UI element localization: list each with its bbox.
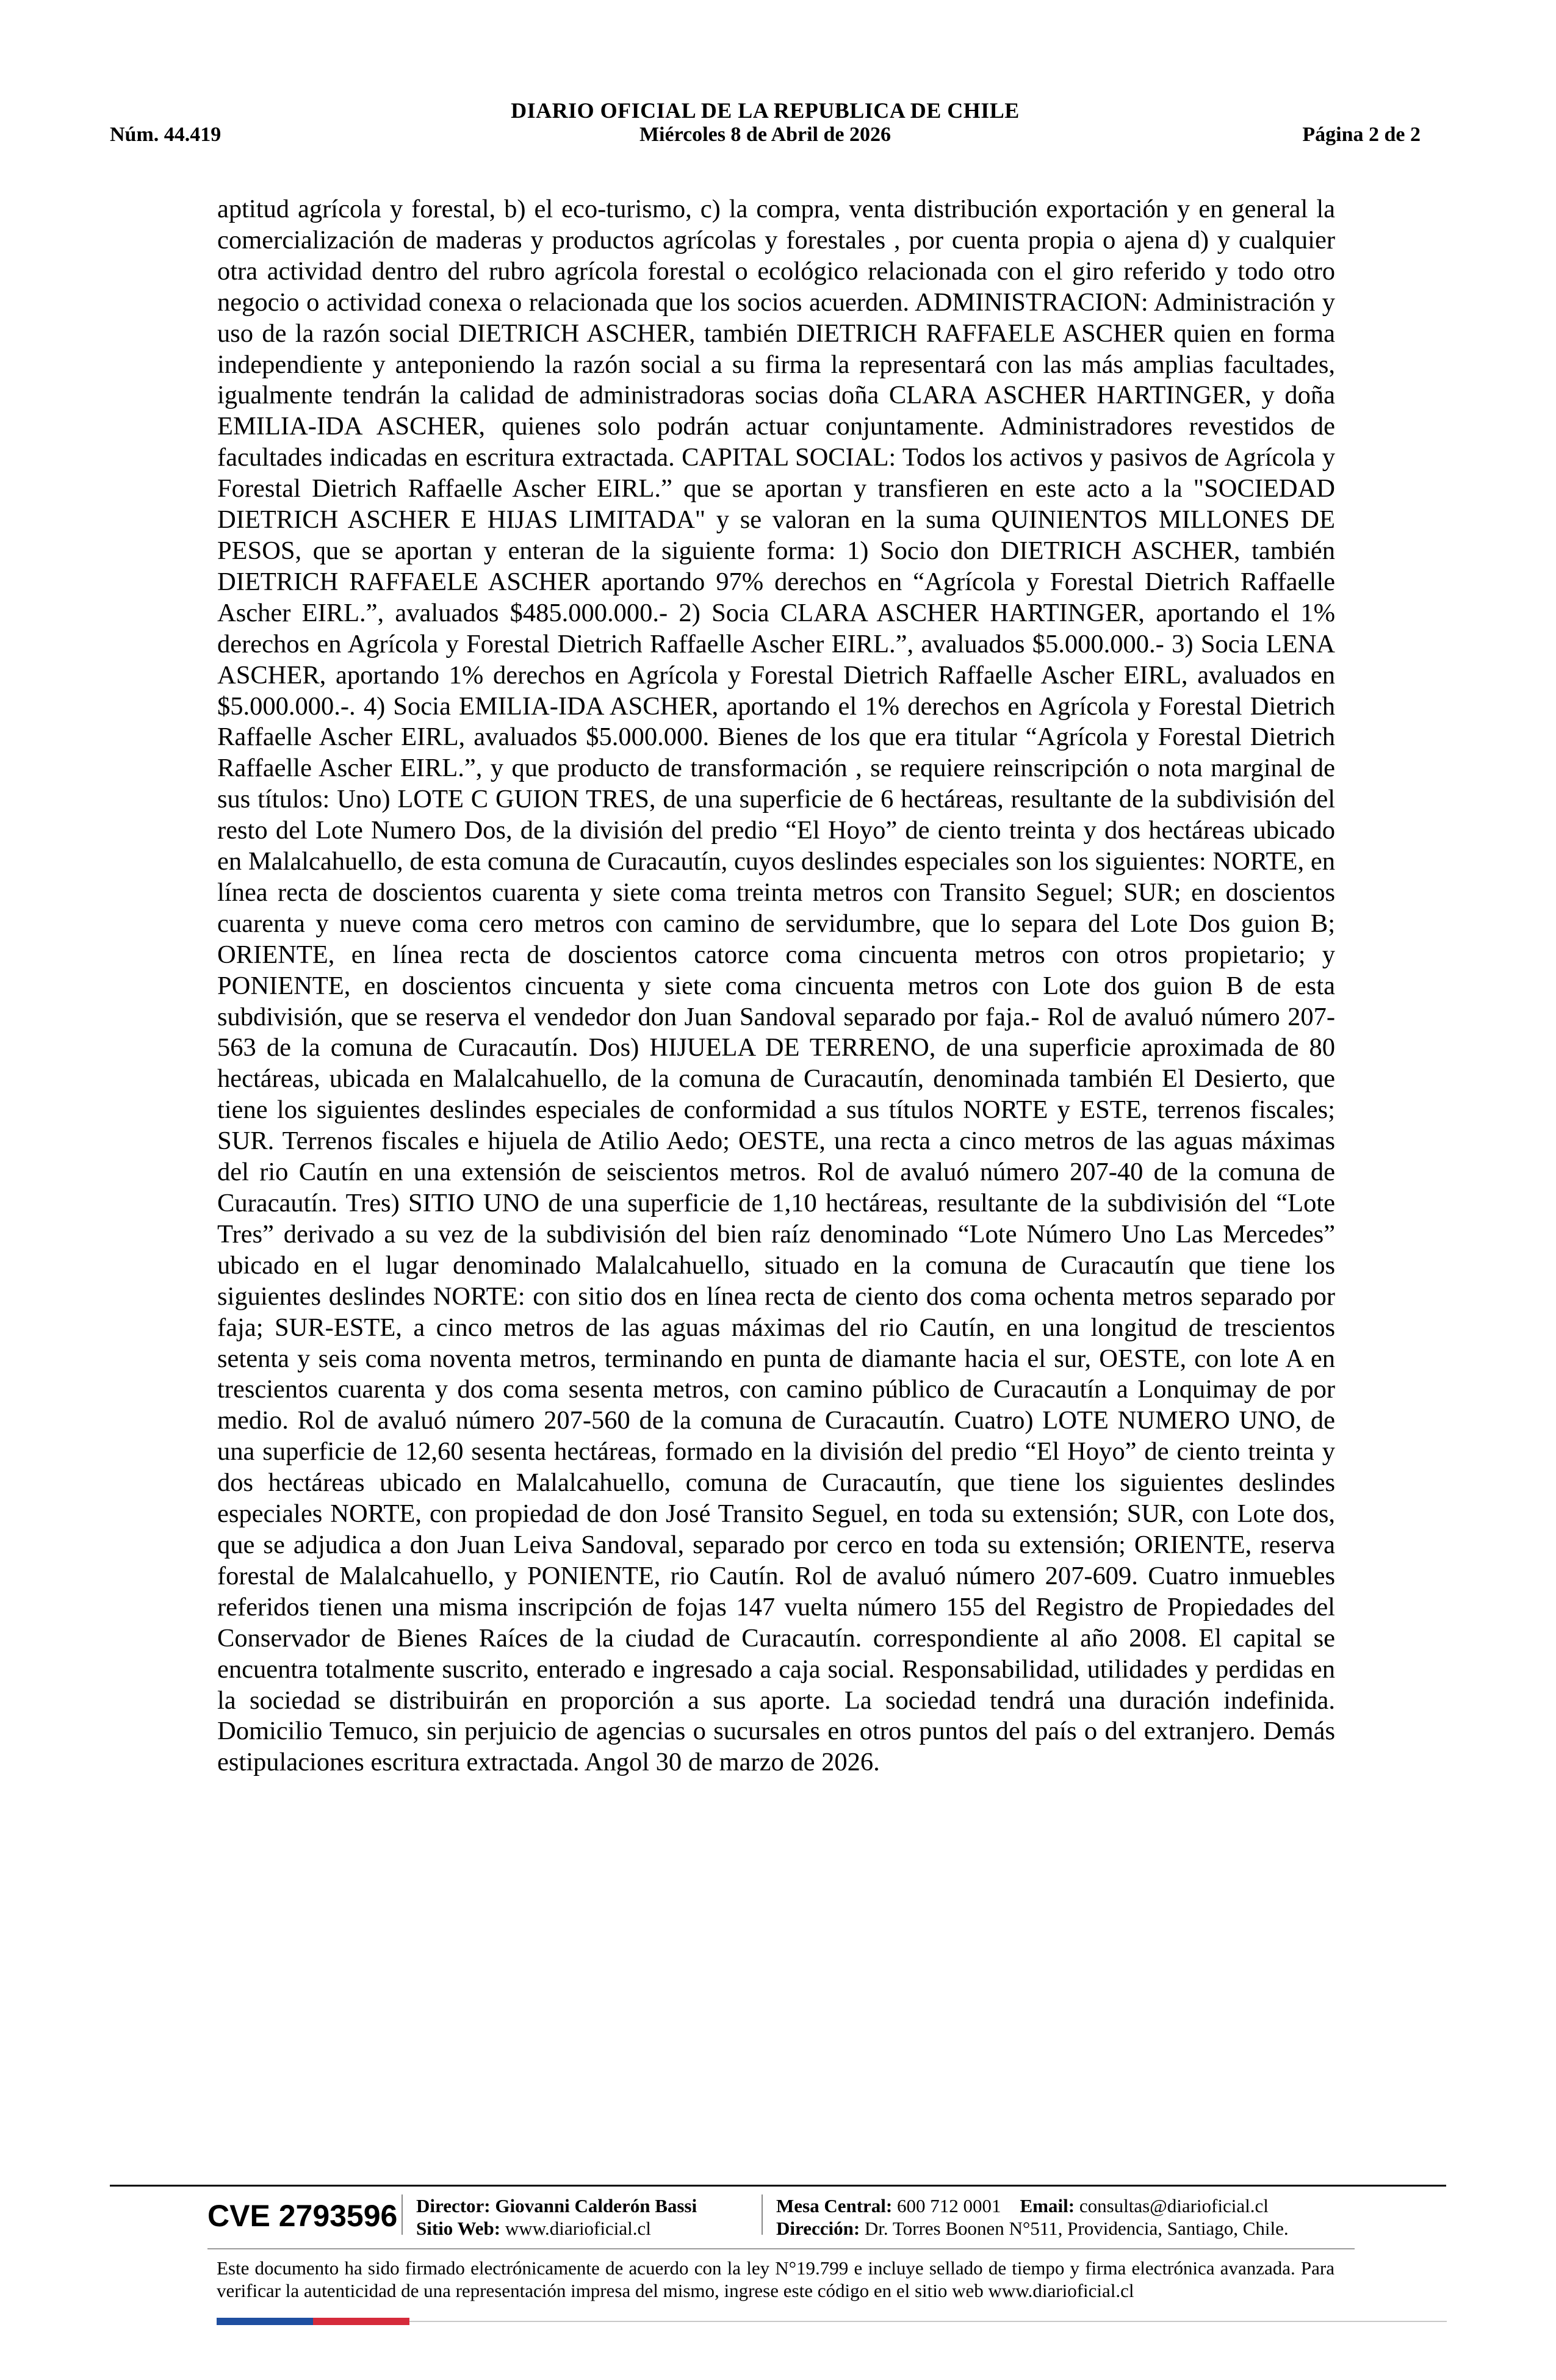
footer-director-block	[416, 2194, 697, 2240]
document-body: aptitud agrícola y forestal, b) el eco-turismo, c) la compra, venta distribución exportación y en general la comercialización de maderas y productos agrícolas y forestales , por cuenta propia o ajena d) y cualquier otra actividad dentro del rubro agrícola forestal o ecológico relacionada con el giro referido y todo otro negocio o actividad conexa o relacionada que los socios acuerden. ADMINISTRACION: Administración y uso de la razón social DIETRICH ASCHER, también DIETRICH RAFFAELE ASCHER quien en forma independiente y anteponiendo la razón social a su firma la representará con las más amplias facultades, igualmente tendrán la calidad de administradoras socias doña CLARA ASCHER HARTINGER, y doña EMILIA-IDA ASCHER, quienes solo podrán actuar conjuntamente. Administradores revestidos de facultades indicadas en escritura extractada. CAPITAL SOCIAL: Todos los activos y pasivos de Agrícola y Forestal Dietrich Raffaelle Ascher EIRL.” que se aportan y transfieren en este acto a la "SOCIEDAD DIETRICH ASCHER E HIJAS LIMITADA" y se valoran en la suma QUINIENTOS MILLONES DE PESOS, que se aportan y enteran de la siguiente forma: 1) Socio don DIETRICH ASCHER, también DIETRICH RAFFAELE ASCHER aportando 97% derechos en “Agrícola y Forestal Dietrich Raffaelle Ascher EIRL.”, avaluados $485.000.000.- 2) Socia CLARA ASCHER HARTINGER, aportando el 1% derechos en Agrícola y Forestal Dietrich Raffaelle Ascher EIRL.”, avaluados $5.000.000.- 3) Socia LENA ASCHER, aportando 1% derechos en Agrícola y Forestal Dietrich Raffaelle Ascher EIRL, avaluados en $5.000.000.-. 4) Socia EMILIA-IDA ASCHER, aportando el 1% derechos en Agrícola y Forestal Dietrich Raffaelle Ascher EIRL, avaluados $5.000.000. Bienes de los que era titular “Agrícola y Forestal Dietrich Raffaelle Ascher EIRL.”, y que producto de transformación , se requiere reinscripción o nota marginal de sus títulos: Uno) LOTE C GUION TRES, de una superficie de 6 hectáreas, resultante de la subdivisión del resto del Lote Numero Dos, de la división del predio “El Hoyo” de ciento treinta y dos hectáreas ubicado en Malalcahuello, de esta comuna de Curacautín, cuyos deslindes especiales son los siguientes: NORTE, en línea recta de doscientos cuarenta y siete coma treinta metros con Transito Seguel; SUR; en doscientos cuarenta y nueve coma cero metros con camino de servidumbre, que lo separa del Lote Dos guion B; ORIENTE, en línea recta de doscientos catorce coma cincuenta metros con otros propietario; y PONIENTE, en doscientos cincuenta y siete coma cincuenta metros con Lote dos guion B de esta subdivisión, que se reserva el vendedor don Juan Sandoval separado por faja.- Rol de avaluó número 207-563 de la comuna de Curacautín. Dos) HIJUELA DE TERRENO, de una superficie aproximada de 80 hectáreas, ubicada en Malalcahuello, de la comuna de Curacautín, denominada también El Desierto, que tiene los siguientes deslindes especiales de conformidad a sus títulos NORTE y ESTE, terrenos fiscales; SUR. Terrenos fiscales e hijuela de Atilio Aedo; OESTE, una recta a cinco metros de las aguas máximas del rio Cautín en una extensión de seiscientos metros. Rol de avaluó número 207-40 de la comuna de Curacautín. Tres) SITIO UNO de una superficie de 1,10 hectáreas, resultante de la subdivisión del “Lote Tres” derivado a su vez de la subdivisión del bien raíz denominado “Lote Número Uno Las Mercedes” ubicado en el lugar denominado Malalcahuello, situado en la comuna de Curacautín que tiene los siguientes deslindes NORTE: con sitio dos en línea recta de ciento dos coma ochenta metros separado por faja; SUR-ESTE, a cinco metros de las aguas máximas del rio Cautín, en una longitud de trescientos setenta y seis coma noventa metros, terminando en punta de diamante hacia el sur, OESTE, con lote A en trescientos cuarenta y dos coma sesenta metros, con camino público de Curacautín a Lonquimay de por medio. Rol de avaluó número 207-560 de la comuna de Curacautín. Cuatro) LOTE NUMERO UNO, de una superficie de 12,60 sesenta hectáreas, formado en la división del predio “El Hoyo” de ciento treinta y dos hectáreas ubicado en Malalcahuello, comuna de Curacautín, que tiene los siguientes deslindes especiales NORTE, con propiedad de don José Transito Seguel, en toda su extensión; SUR, con Lote dos, que se adjudica a don Juan Leiva Sandoval, separado por cerco en toda su extensión; ORIENTE, reserva forestal de Malalcahuello, y PONIENTE, rio Cautín. Rol de avaluó número 207-609. Cuatro inmuebles referidos tienen una misma inscripción de fojas 147 vuelta número 155 del Registro de Propiedades del Conservador de Bienes Raíces de la ciudad de Curacautín. correspondiente al año 2008. El capital se encuentra totalmente suscrito, enterado e ingresado a caja social. Responsabilidad, utilidades y perdidas en la sociedad se distribuirán en proporción a sus aporte. La sociedad tendrá una duración indefinida. Domicilio Temuco, sin perjuicio de agencias o sucursales en otros puntos del país o del extranjero. Demás estipulaciones escritura extractada. Angol 30 de marzo de 2026.	[217, 195, 1335, 1777]
footer-divider	[762, 2194, 763, 2235]
flag-blue-band	[217, 2318, 313, 2325]
email-link[interactable]: consultas@diarioficial.cl	[1079, 2195, 1269, 2216]
site-link[interactable]: www.diarioficial.cl	[505, 2218, 651, 2239]
footer-line	[409, 2321, 1447, 2322]
footer-info	[207, 2191, 1355, 2240]
page-indicator: Página 2 de 2	[1302, 123, 1421, 146]
email-label: Email:	[1020, 2195, 1075, 2216]
site-label: Sitio Web:	[416, 2218, 501, 2239]
mesa-label: Mesa Central:	[776, 2195, 893, 2216]
cve-code: CVE 2793596	[207, 2199, 398, 2233]
address-value: Dr. Torres Boonen N°511, Providencia, Santiago, Chile.	[864, 2218, 1289, 2239]
footer-bottom-rule	[207, 2248, 1355, 2249]
flag-stripe	[217, 2318, 409, 2325]
page-header	[110, 93, 1421, 154]
director-label: Director:	[416, 2195, 491, 2216]
signature-notice: Este documento ha sido firmado electrónicamente de acuerdo con la ley N°19.799 e incluye sellado de tiempo y firma electrónica avanzada. Para verificar la autenticidad de una representación impresa del mismo, ingrese este código en el sitio web www.diarioficial.cl	[217, 2257, 1334, 2301]
issue-number: Núm. 44.419	[110, 123, 222, 146]
publication-title: DIARIO OFICIAL DE LA REPUBLICA DE CHILE	[511, 98, 1020, 123]
flag-red-band	[313, 2318, 409, 2325]
footer-divider	[402, 2194, 403, 2235]
issue-date: Miércoles 8 de Abril de 2026	[639, 123, 891, 146]
footer-top-rule	[110, 2185, 1446, 2187]
director-name: Giovanni Calderón Bassi	[495, 2195, 697, 2216]
footer-contact-block	[776, 2194, 1289, 2240]
address-label: Dirección:	[776, 2218, 860, 2239]
mesa-phone: 600 712 0001	[897, 2195, 1001, 2216]
